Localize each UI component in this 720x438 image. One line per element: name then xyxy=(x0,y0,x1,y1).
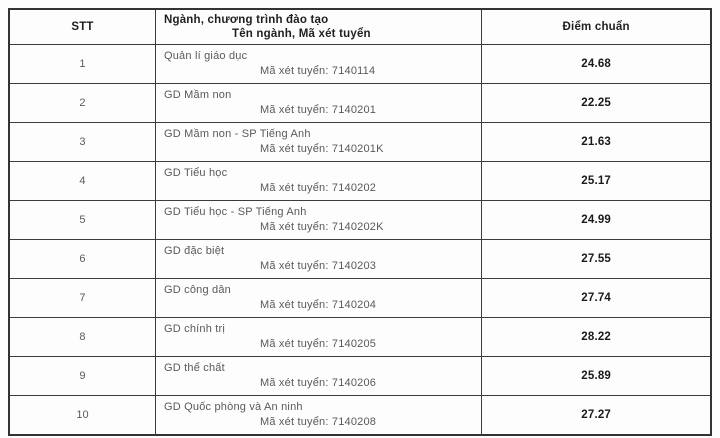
program-name: GD Tiểu học - SP Tiếng Anh xyxy=(163,206,307,218)
admission-code: Mã xét tuyển: 7140205 xyxy=(259,338,377,350)
header-stt xyxy=(9,9,155,45)
admission-code: Mã xét tuyển: 7140202 xyxy=(259,182,377,194)
program-cell xyxy=(155,240,481,279)
row-number: 4 xyxy=(79,175,86,187)
admission-code: Mã xét tuyển: 7140208 xyxy=(259,416,377,428)
score-value: 21.63 xyxy=(581,136,612,148)
table-header xyxy=(9,9,711,45)
program-cell xyxy=(155,357,481,396)
score-value: 22.25 xyxy=(581,97,612,109)
score-cell xyxy=(482,357,711,396)
row-number: 10 xyxy=(76,409,89,421)
score-value: 27.27 xyxy=(581,409,612,421)
program-name: GD Quốc phòng và An ninh xyxy=(163,401,303,413)
program-name: GD đặc biệt xyxy=(163,245,225,257)
program-name: GD thể chất xyxy=(163,362,225,374)
score-cell xyxy=(482,45,711,84)
header-score xyxy=(482,9,711,45)
program-name: GD Mầm non - SP Tiếng Anh xyxy=(163,128,311,140)
score-value: 25.89 xyxy=(581,370,612,382)
stt-cell xyxy=(9,84,155,123)
admission-score-table xyxy=(8,8,712,436)
score-value: 27.55 xyxy=(581,253,612,265)
admission-code: Mã xét tuyển: 7140206 xyxy=(259,377,377,389)
score-cell xyxy=(482,396,711,436)
program-cell xyxy=(155,162,481,201)
stt-cell xyxy=(9,357,155,396)
program-cell xyxy=(155,45,481,84)
admission-code: Mã xét tuyển: 7140201K xyxy=(259,143,384,155)
row-number: 5 xyxy=(79,214,86,226)
program-name: GD công dân xyxy=(163,284,232,296)
program-name: Quản lí giáo dục xyxy=(163,50,248,62)
stt-cell xyxy=(9,123,155,162)
admission-code: Mã xét tuyển: 7140201 xyxy=(259,104,377,116)
stt-cell xyxy=(9,162,155,201)
table-row xyxy=(9,201,711,240)
table-row xyxy=(9,162,711,201)
score-cell xyxy=(482,318,711,357)
stt-cell xyxy=(9,396,155,436)
program-name: GD Tiểu học xyxy=(163,167,228,179)
score-value: 28.22 xyxy=(581,331,612,343)
admission-code: Mã xét tuyển: 7140204 xyxy=(259,299,377,311)
row-number: 9 xyxy=(79,370,86,382)
header-score-label: Điểm chuẩn xyxy=(562,21,630,33)
admission-code: Mã xét tuyển: 7140114 xyxy=(259,65,376,77)
table-row xyxy=(9,123,711,162)
admission-code: Mã xét tuyển: 7140203 xyxy=(259,260,377,272)
table-row xyxy=(9,240,711,279)
table-row xyxy=(9,396,711,436)
row-number: 6 xyxy=(79,253,86,265)
header-program xyxy=(155,9,481,45)
program-name: GD chính trị xyxy=(163,323,226,335)
score-value: 27.74 xyxy=(581,292,612,304)
table-row xyxy=(9,279,711,318)
header-row xyxy=(9,9,711,45)
program-cell xyxy=(155,396,481,436)
table-row xyxy=(9,357,711,396)
score-cell xyxy=(482,84,711,123)
table-body xyxy=(9,45,711,436)
header-stt-label: STT xyxy=(71,21,94,33)
admission-code: Mã xét tuyển: 7140202K xyxy=(259,221,384,233)
row-number: 2 xyxy=(79,97,86,109)
score-cell xyxy=(482,240,711,279)
program-cell xyxy=(155,201,481,240)
score-cell xyxy=(482,162,711,201)
row-number: 3 xyxy=(79,136,86,148)
stt-cell xyxy=(9,318,155,357)
score-value: 24.68 xyxy=(581,58,612,70)
stt-cell xyxy=(9,240,155,279)
table-row xyxy=(9,318,711,357)
program-name: GD Mầm non xyxy=(163,89,232,101)
row-number: 1 xyxy=(79,58,86,70)
table-row xyxy=(9,45,711,84)
score-cell xyxy=(482,279,711,318)
score-cell xyxy=(482,201,711,240)
stt-cell xyxy=(9,201,155,240)
score-cell xyxy=(482,123,711,162)
program-cell xyxy=(155,318,481,357)
row-number: 8 xyxy=(79,331,86,343)
table-row xyxy=(9,84,711,123)
score-value: 25.17 xyxy=(581,175,612,187)
header-program-line2: Tên ngành, Mã xét tuyển xyxy=(231,28,371,40)
program-cell xyxy=(155,123,481,162)
row-number: 7 xyxy=(79,292,86,304)
header-program-line1: Ngành, chương trình đào tạo xyxy=(163,14,329,26)
stt-cell xyxy=(9,45,155,84)
program-cell xyxy=(155,279,481,318)
stt-cell xyxy=(9,279,155,318)
score-value: 24.99 xyxy=(581,214,612,226)
program-cell xyxy=(155,84,481,123)
